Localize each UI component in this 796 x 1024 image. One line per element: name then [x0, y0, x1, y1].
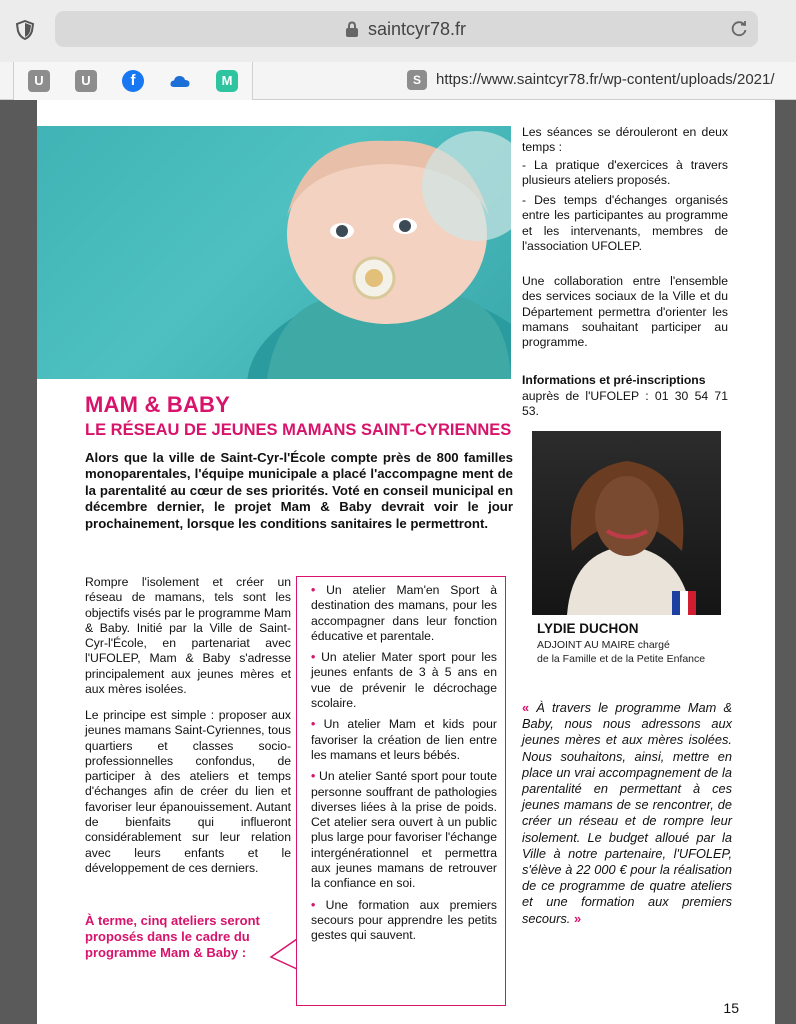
workshop-item: • Un atelier Mam et kids pour favoriser la création de lien entre les mamans et leurs bébés.	[311, 717, 497, 762]
file-tab-icon[interactable]: S	[407, 70, 427, 90]
workshop-item: • Une formation aux premiers secours pour apprendre les petits gestes qui sauvent.	[311, 897, 497, 943]
workshop-item: • Un atelier Santé sport pour toute personne souffrant de pathologies diverses liées à la prise de poids. Cet atelier sera ouvert à un public plus large pour favoriser l'échange intergénérationnel et permettra aux jeunes mamans de retrouver la confiance en soi.	[311, 769, 497, 891]
quote-block	[522, 700, 732, 927]
sessions-item-1: - La pratique d'exercices à travers plusieurs ateliers proposés.	[522, 158, 728, 188]
quote-close-mark: »	[573, 910, 582, 926]
favorites-bar	[0, 62, 796, 100]
person-role-detail: de la Famille et de la Petite Enfance	[537, 653, 706, 665]
bullet-icon: •	[311, 717, 316, 732]
person-role: ADJOINT AU MAIRE chargé	[537, 639, 670, 651]
pinned-tab-m[interactable]: M	[216, 70, 238, 92]
article-lead: Alors que la ville de Saint-Cyr-l'École compte près de 800 familles monoparentales, l'équipe municipale a placé l'accompagne ment de la parentalité au cœur de ses priorités. Voté en conseil municipal en décembre dernier, le projet Mam & Baby devrait voir le jour prochainement, lorsque les conditions sanitaires le permettront.	[85, 450, 513, 531]
bullet-icon: •	[311, 583, 316, 597]
quote-text: À travers le programme Mam & Baby, nous nous adressons aux jeunes mères et aux mères isolées. Nous souhaitons, ainsi, mettre en place un vrai accompagnement de la parentalité en permettant à ces jeunes mamans de se rencontrer, de créer un réseau et de rompre leur isolement. Le budget alloué par la Ville à notre partenaire, l'UFOLEP, s'élève à 22 000 € pour la réalisation de ce programme de quatre ateliers et une formation aux premiers secours.	[522, 700, 732, 926]
workshop-item: • Un atelier Mater sport pour les jeunes enfants de 3 à 5 ans en vue de prévenir le décrochage scolaire.	[311, 650, 497, 711]
shield-icon[interactable]	[15, 20, 35, 40]
pinned-tab-u-2[interactable]: U	[75, 70, 97, 92]
url-text: saintcyr78.fr	[368, 19, 467, 39]
cloud-icon[interactable]	[169, 70, 191, 92]
pinned-tabs	[13, 62, 253, 100]
collaboration-text: Une collaboration entre l'ensemble des services sociaux de la Ville et du Département permettra d'orienter les mamans souhaitant participer au programme.	[522, 274, 728, 350]
pdf-page	[37, 100, 775, 1024]
bullet-icon: •	[311, 897, 316, 912]
callout-pointer	[269, 935, 299, 975]
article-title: MAM & BABY	[85, 392, 230, 417]
quote-open-mark: «	[522, 700, 530, 715]
callout-text: À terme, cinq ateliers seront proposés dans le cadre du programme Mam & Baby :	[85, 913, 260, 960]
bullet-icon: •	[311, 769, 316, 784]
reload-icon[interactable]	[730, 20, 748, 38]
address-bar[interactable]	[55, 11, 758, 47]
article-subtitle: LE RÉSEAU DE JEUNES MAMANS SAINT-CYRIENNES	[85, 421, 512, 439]
workshop-item: • Un atelier Mam'en Sport à destination des mamans, pour les accompagner dans leur fonction éducative et parentale.	[311, 583, 497, 643]
person-name: LYDIE DUCHON	[537, 621, 639, 636]
sessions-text: Les séances se dérouleront en deux temps :	[522, 125, 728, 155]
lock-icon	[345, 21, 359, 37]
file-tab-url[interactable]: https://www.saintcyr78.fr/wp-content/uploads/2021/	[436, 71, 775, 88]
baby-photo	[37, 126, 511, 379]
info-title: Informations et pré-inscriptions	[522, 373, 706, 387]
bullet-icon: •	[311, 650, 316, 665]
browser-toolbar	[0, 0, 796, 62]
pinned-tab-u-1[interactable]: U	[28, 70, 50, 92]
sessions-item-2: - Des temps d'échanges organisés entre les participantes au programme et les intervenants, membres de l'association UFOLEP.	[522, 193, 728, 253]
workshops-box	[296, 576, 506, 1006]
page-number: 15	[723, 1000, 739, 1016]
portrait-photo	[532, 431, 721, 615]
body-paragraph-1: Rompre l'isolement et créer un réseau de mamans, tels sont les objectifs visés par le programme Mam & Baby. Initié par la Ville de Saint-Cyr-l'École, en partenariat avec l'UFOLEP, Mam & Baby s'adresse principalement aux jeunes mères et aux mères isolées.	[85, 575, 291, 697]
body-paragraph-2: Le principe est simple : proposer aux jeunes mamans Saint-Cyriennes, tous quartiers et classes socio-professionnelles confondus, de participer à des ateliers et temps d'échanges afin de créer du lien et favoriser leur épanouissement. Autant de bienfaits qui influeront considérablement sur leur relation avec leurs enfants et le développement de ces derniers.	[85, 708, 291, 875]
facebook-icon[interactable]: f	[122, 70, 144, 92]
info-text: auprès de l'UFOLEP : 01 30 54 71 53.	[522, 389, 728, 419]
